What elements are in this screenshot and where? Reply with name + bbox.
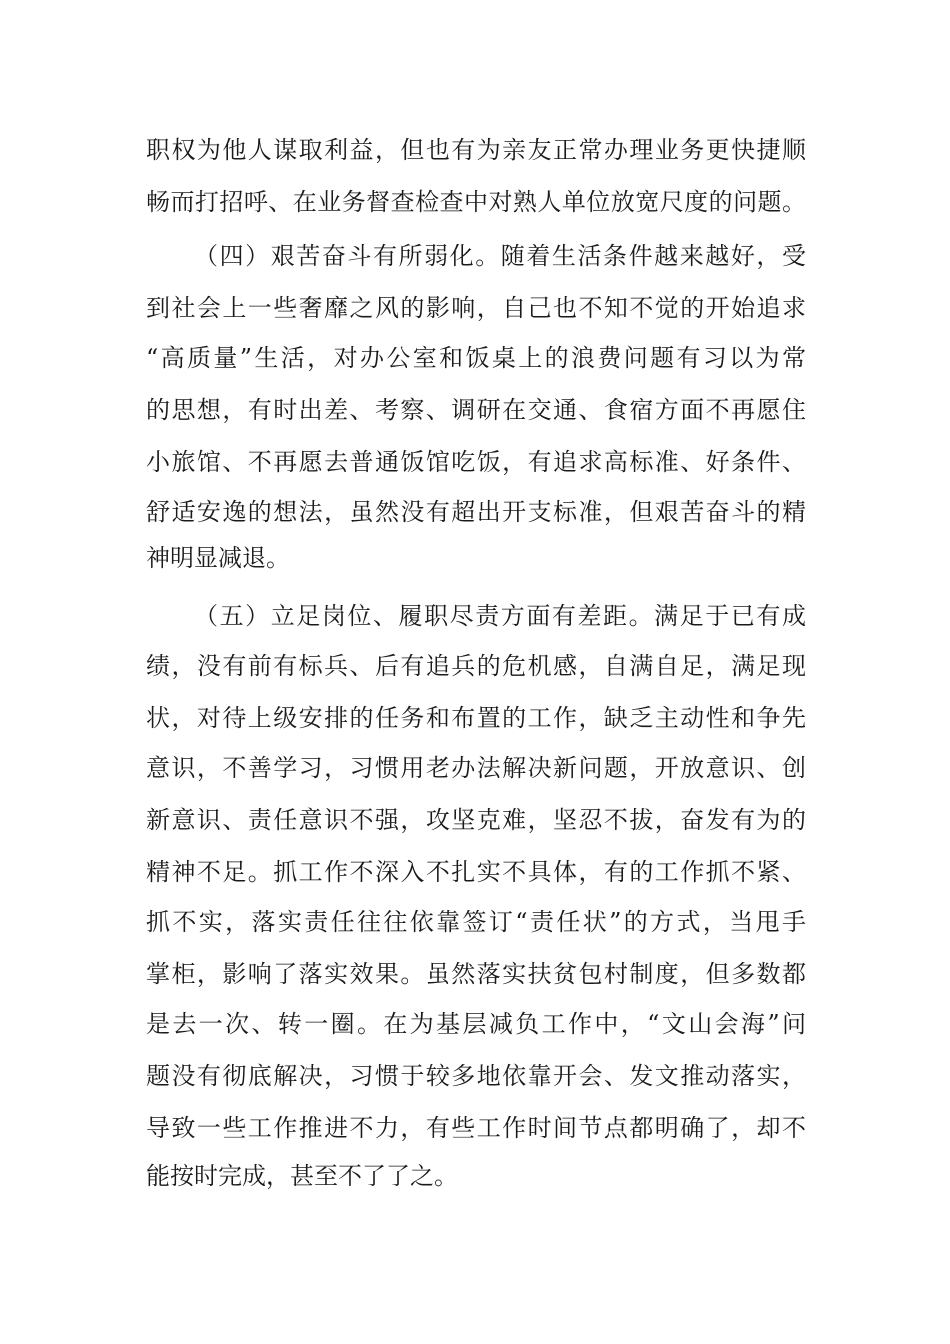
text-line: 新意识、责任意识不强，攻坚克难，坚忍不拔，奋发有为的 bbox=[146, 806, 806, 834]
text-line: 小旅馆、不再愿去普通饭馆吃饭，有追求高标准、好条件、 bbox=[146, 448, 806, 476]
text-line: 到社会上一些奢靡之风的影响，自己也不知不觉的开始追求 bbox=[146, 294, 806, 322]
paragraph-heading-line: （五）立足岗位、履职尽责方面有差距。满足于已有成 bbox=[194, 602, 806, 630]
text-line: 导致一些工作推进不力，有些工作时间节点都明确了，却不 bbox=[146, 1114, 806, 1142]
text-line: 状，对待上级安排的任务和布置的工作，缺乏主动性和争先 bbox=[146, 704, 806, 732]
text-line: 抓不实，落实责任往往依靠签订“责任状”的方式，当甩手 bbox=[146, 908, 806, 936]
text-line: 绩，没有前有标兵、后有追兵的危机感，自满自足，满足现 bbox=[146, 652, 806, 680]
text-line: 职权为他人谋取利益，但也有为亲友正常办理业务更快捷顺 bbox=[146, 136, 806, 164]
text-line: 能按时完成，甚至不了了之。 bbox=[146, 1162, 458, 1190]
text-line: 意识，不善学习，习惯用老办法解决新问题，开放意识、创 bbox=[146, 754, 806, 782]
text-line: 题没有彻底解决，习惯于较多地依靠开会、发文推动落实， bbox=[146, 1062, 806, 1090]
text-line: 的思想，有时出差、考察、调研在交通、食宿方面不再愿住 bbox=[146, 396, 806, 424]
text-line: “高质量”生活，对办公室和饭桌上的浪费问题有习以为常 bbox=[146, 344, 806, 372]
text-line: 畅而打招呼、在业务督查检查中对熟人单位放宽尺度的问题。 bbox=[146, 188, 806, 216]
paragraph-heading-line: （四）艰苦奋斗有所弱化。随着生活条件越来越好，受 bbox=[194, 242, 806, 270]
text-line: 掌柜，影响了落实效果。虽然落实扶贫包村制度，但多数都 bbox=[146, 960, 806, 988]
text-line: 舒适安逸的想法，虽然没有超出开支标准，但艰苦奋斗的精 bbox=[146, 498, 806, 526]
text-line: 精神不足。抓工作不深入不扎实不具体，有的工作抓不紧、 bbox=[146, 858, 806, 886]
text-line: 是去一次、转一圈。在为基层减负工作中，“文山会海”问 bbox=[146, 1010, 806, 1038]
text-line: 神明显减退。 bbox=[146, 544, 290, 572]
